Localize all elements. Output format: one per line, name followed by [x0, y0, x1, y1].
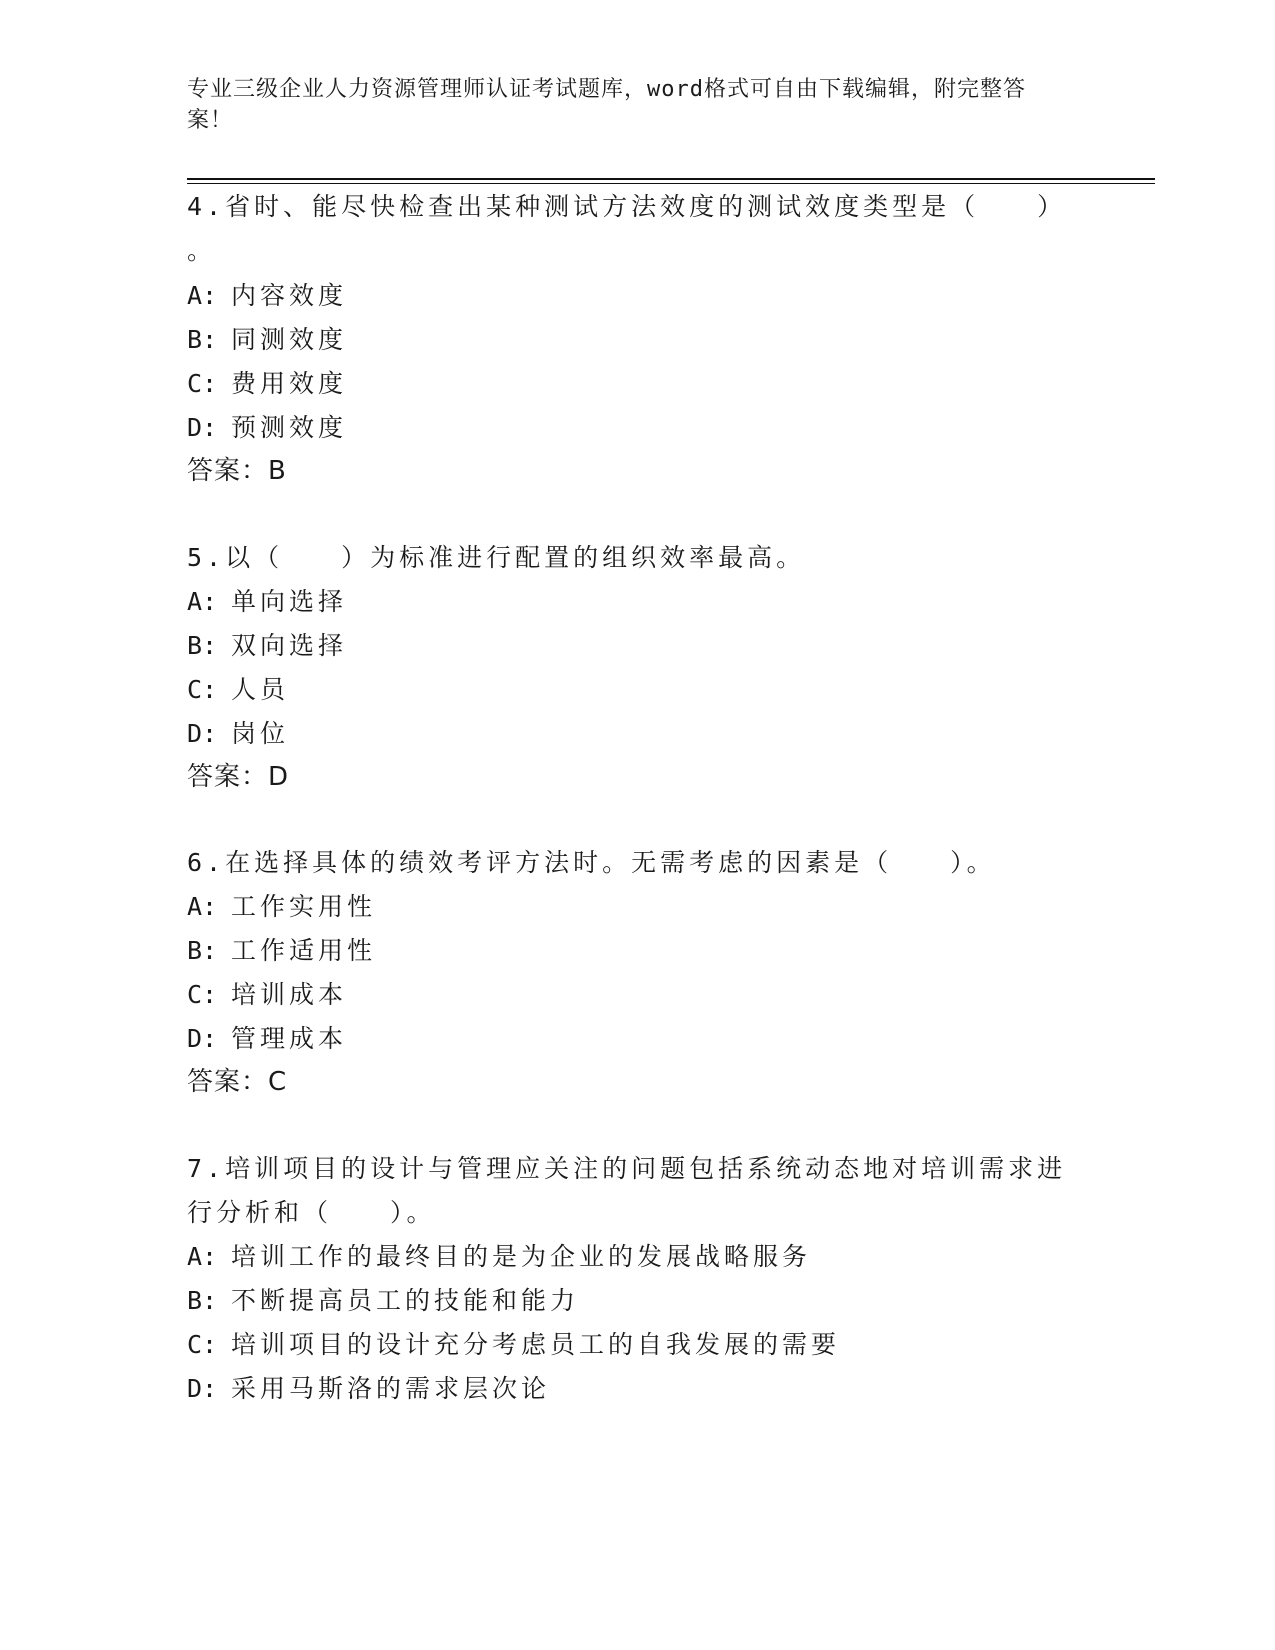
question-7-stem-line-2: 行分析和（ ）。 [187, 1198, 436, 1227]
question-7-option-b: B: 不断提高员工的技能和能力 [187, 1286, 580, 1315]
question-5-option-c: C: 人员 [187, 675, 290, 704]
question-6-option-b: B: 工作适用性 [187, 936, 377, 965]
question-7-option-d: D: 采用马斯洛的需求层次论 [187, 1374, 551, 1403]
question-4-stem-line-1: 4.省时、能尽快检查出某种测试方法效度的测试效度类型是（ ） [187, 192, 1067, 221]
document-header: 专业三级企业人力资源管理师认证考试题库，word格式可自由下载编辑，附完整答案！ [187, 77, 1026, 133]
question-5-option-d: D: 岗位 [187, 719, 290, 748]
question-4-answer: 答案：B [187, 456, 287, 486]
question-4-stem-line-2: 。 [187, 236, 217, 265]
question-5-option-a: A: 单向选择 [187, 587, 348, 616]
question-4-option-c: C: 费用效度 [187, 369, 348, 398]
question-4-option-a: A: 内容效度 [187, 281, 348, 310]
question-4-option-d: D: 预测效度 [187, 413, 348, 442]
question-4-option-b: B: 同测效度 [187, 325, 348, 354]
question-7-stem-line-1: 7.培训项目的设计与管理应关注的问题包括系统动态地对培训需求进 [187, 1154, 1067, 1183]
question-6-option-a: A: 工作实用性 [187, 892, 377, 921]
question-7-option-a: A: 培训工作的最终目的是为企业的发展战略服务 [187, 1242, 812, 1271]
header-rule-bottom [187, 183, 1155, 184]
question-6-stem-line-1: 6.在选择具体的绩效考评方法时。无需考虑的因素是（ ）。 [187, 848, 996, 877]
question-5-option-b: B: 双向选择 [187, 631, 348, 660]
question-7-option-c: C: 培训项目的设计充分考虑员工的自我发展的需要 [187, 1330, 841, 1359]
question-5-stem-line-1: 5.以（ ）为标准进行配置的组织效率最高。 [187, 543, 806, 572]
header-rule-top [187, 178, 1155, 180]
question-6-answer: 答案：C [187, 1067, 288, 1097]
question-6-option-c: C: 培训成本 [187, 980, 348, 1009]
question-6-option-d: D: 管理成本 [187, 1024, 348, 1053]
question-5-answer: 答案：D [187, 762, 290, 792]
